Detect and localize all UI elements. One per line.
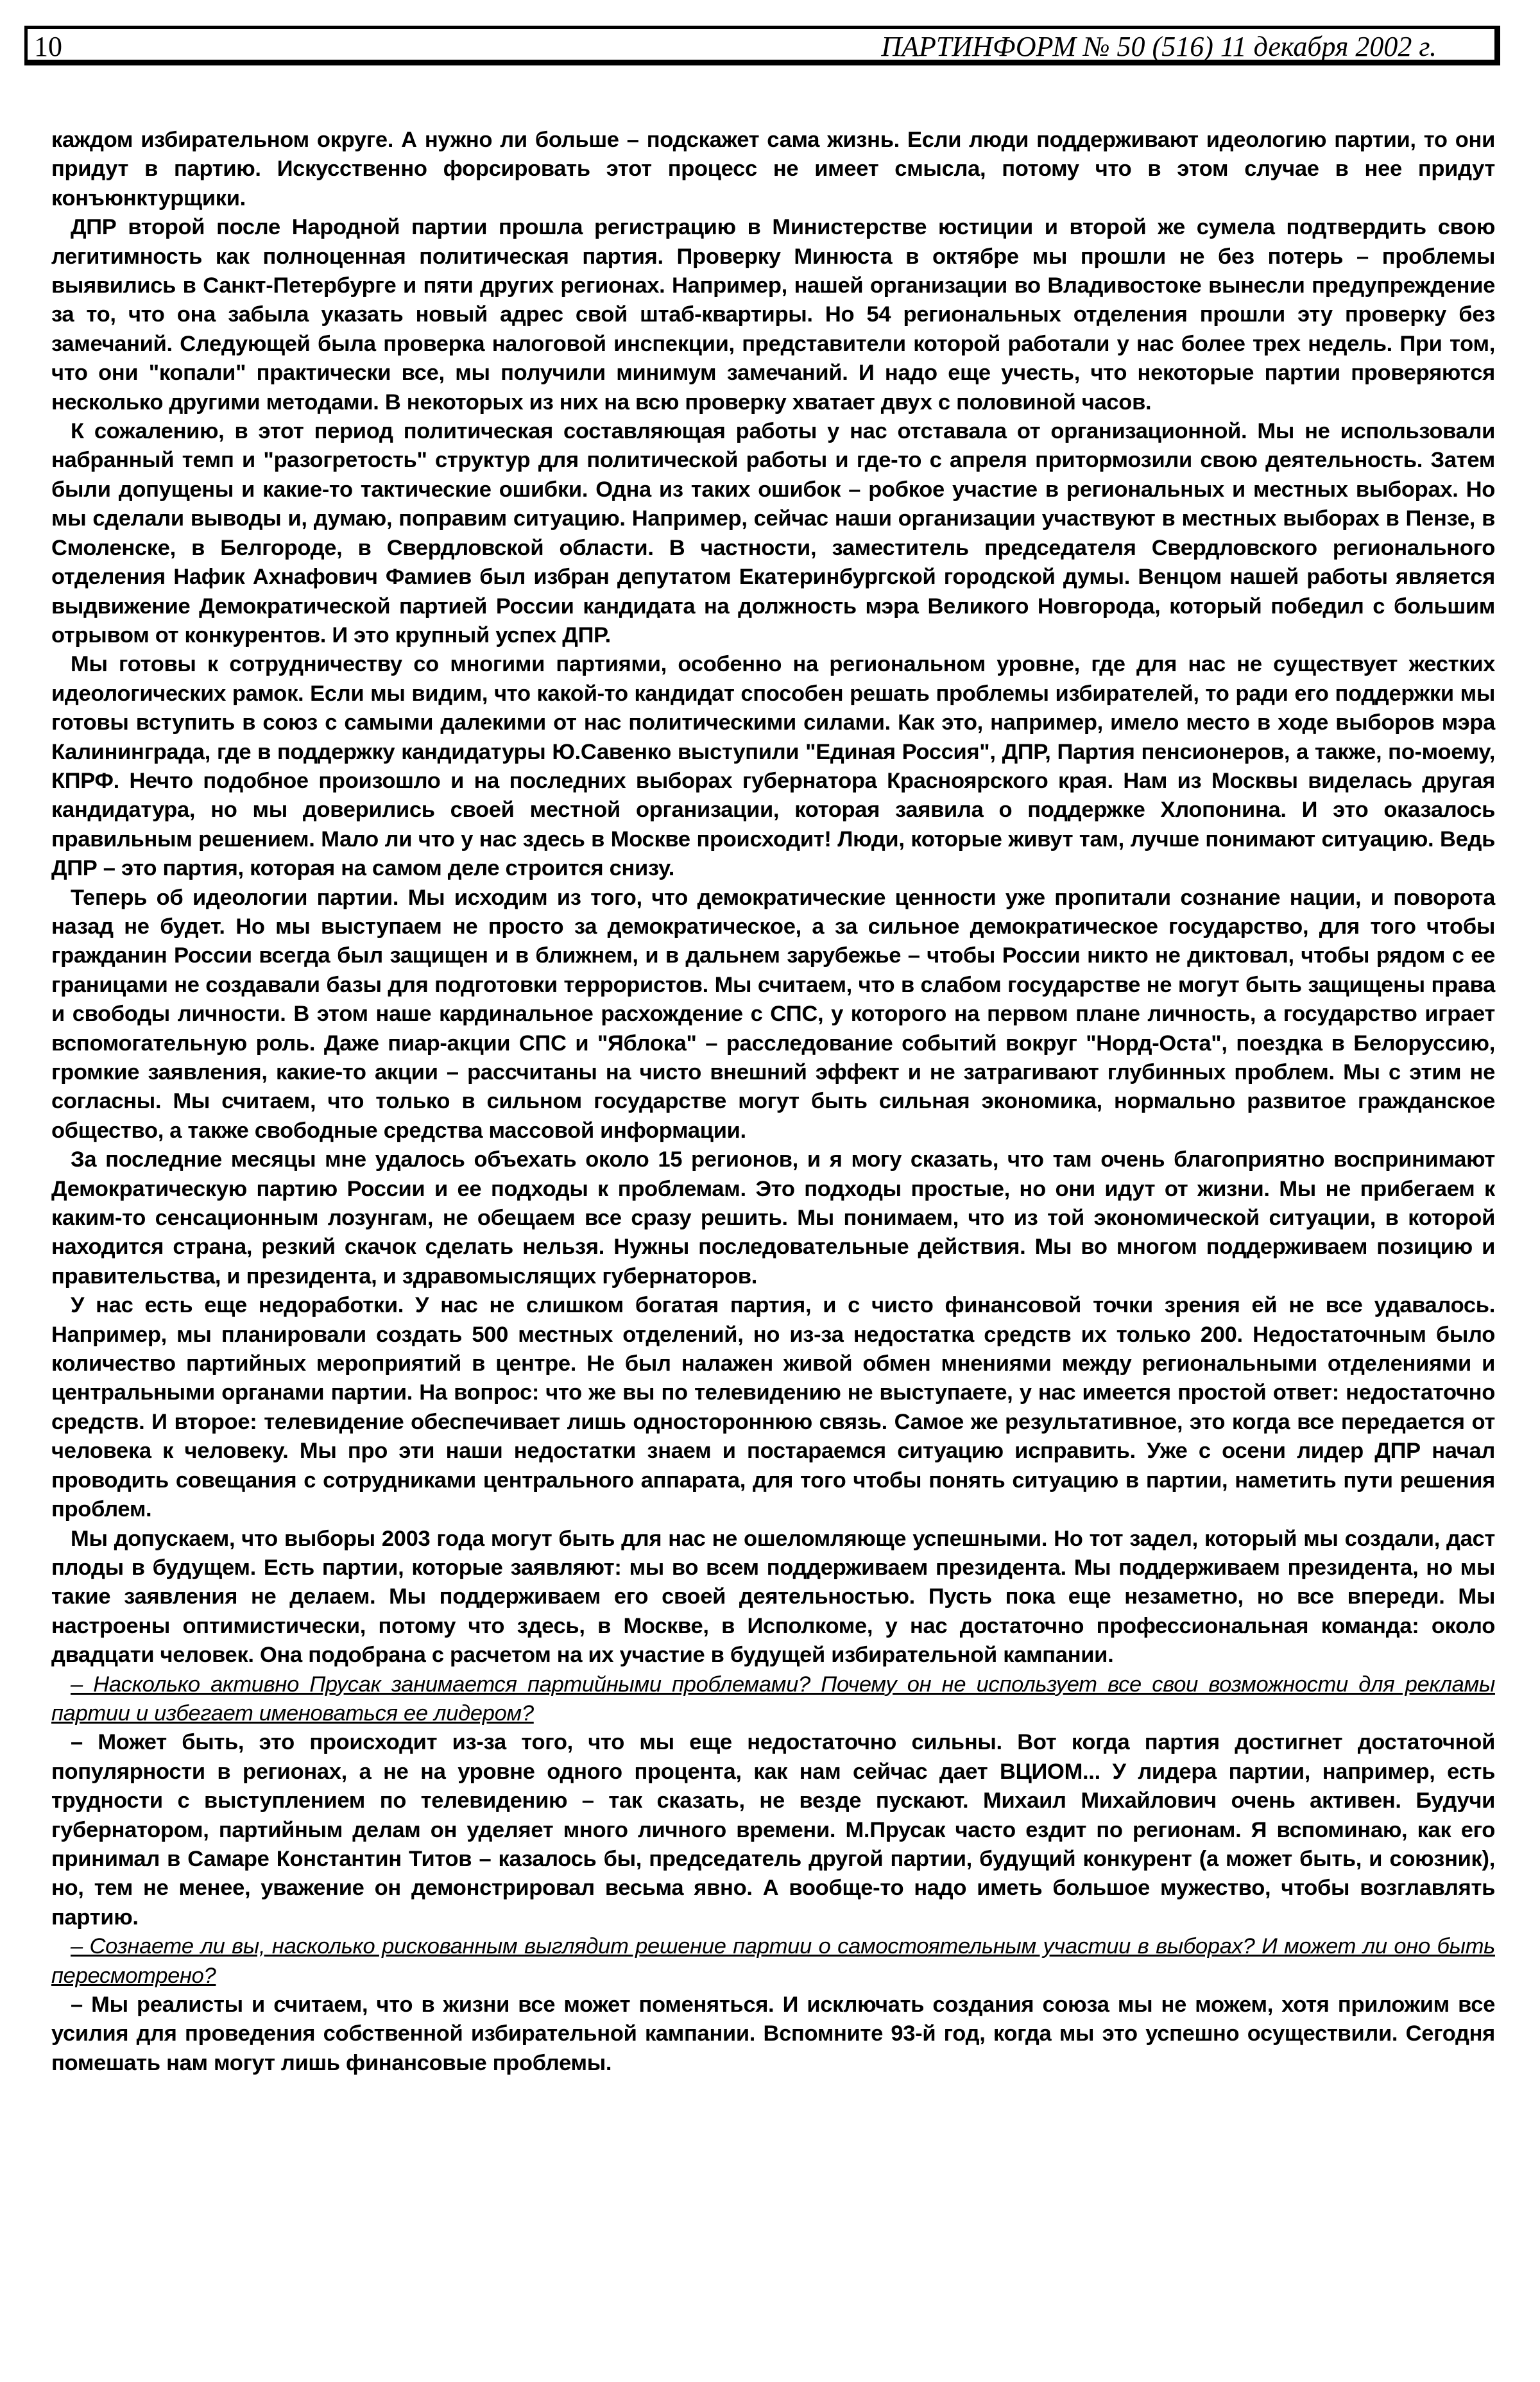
paragraph: У нас есть еще недоработки. У нас не слишком богатая партия, и с чисто финансовой точки зрения ей не все удавалось. Например, мы планировали создать 500 местных отделений, но из-за недостатка средств их только 200. Недостаточным было количество партийных мероприятий в центре. Не был налажен живой обмен мнениями между региональными отделениями и центральными органами партии. На вопрос: что же вы по телевидению не выступаете, у нас имеется простой ответ: недостаточно средств. И второе: телевидение обеспечивает лишь одностороннюю связь. Самое же результативное, это когда все передается от человека к человеку. Мы про эти наши недостатки знаем и постараемся ситуацию исправить. Уже с осени лидер ДПР начал проводить совещания с сотрудниками центрального аппарата, для того чтобы понять ситуацию в партии, наметить пути решения проблем. (51, 1293, 1495, 1522)
paragraph: Мы допускаем, что выборы 2003 года могут быть для нас не ошеломляюще успешными. Но тот задел, который мы создали, даст плоды в будущем. Есть партии, которые заявляют: мы во всем поддерживаем президента. Мы поддерживаем президента, но мы такие заявления не делаем. Мы поддерживаем его своей деятельностью. Пусть пока еще незаметно, но все впереди. Мы настроены оптимистически, потому что здесь, в Москве, в Исполкоме, у нас достаточно профессиональная команда: около двадцати человек. Она подобрана с расчетом на их участие в будущей избирательной кампании. (51, 1526, 1495, 1668)
interview-question: – Сознаете ли вы, насколько рискованным выглядит решение партии о самостоятельным участии в выборах? И может ли оно быть пересмотрено? (51, 1934, 1495, 1988)
page-number: 10 (34, 31, 62, 62)
page-header (24, 26, 1500, 65)
paragraph: К сожалению, в этот период политическая составляющая работы у нас отставала от организационной. Мы не использовали набранный темп и "разогретость" структур для политической работы и где-то с апреля притормозили свою деятельность. Затем были допущены и какие-то тактические ошибки. Одна из таких ошибок – робкое участие в региональных и местных выборах. Но мы сделали выводы и, думаю, поправим ситуацию. Например, сейчас наши организации участвуют в местных выборах в Пензе, в Смоленске, в Белгороде, в Свердловской области. В частности, заместитель председателя Свердловского регионального отделения Нафик Ахнафович Фамиев был избран депутатом Екатеринбургской городской думы. Венцом нашей работы является выдвижение Демократической партией России кандидата на должность мэра Великого Новгорода, который победил с большим отрывом от конкурентов. И это крупный успех ДПР. (51, 419, 1495, 647)
paragraph: За последние месяцы мне удалось объехать около 15 регионов, и я могу сказать, что там очень благоприятно воспринимают Демократическую партию России и ее подходы к проблемам. Это подходы простые, но они идут от жизни. Мы не прибегаем к каким-то сенсационным лозунгам, не обещаем все сразу решить. Мы понимаем, что из той экономической ситуации, в которой находится страна, резкий скачок сделать нельзя. Нужны последовательные действия. Мы во многом поддерживаем позицию и правительства, и президента, и здравомыслящих губернаторов. (51, 1147, 1495, 1289)
interview-question: – Насколько активно Прусак занимается партийными проблемами? Почему он не использует все свои возможности для рекламы партии и избегает именоваться ее лидером? (51, 1672, 1495, 1726)
article-body (51, 126, 1495, 2078)
issue-info: ПАРТИНФОРМ № 50 (516) 11 декабря 2002 г. (881, 31, 1437, 62)
paragraph: каждом избирательном округе. А нужно ли больше – подскажет сама жизнь. Если люди поддерживают идеологию партии, то они придут в партию. Искусственно форсировать этот процесс не имеет смысла, потому что в этом случае в нее придут конъюнктурщики. (51, 128, 1495, 210)
paragraph: – Мы реалисты и считаем, что в жизни все может поменяться. И исключать создания союза мы не можем, хотя приложим все усилия для проведения собственной избирательной кампании. Вспомните 93-й год, когда мы это успешно осуществили. Сегодня помешать нам могут лишь финансовые проблемы. (51, 1992, 1495, 2075)
paragraph: Теперь об идеологии партии. Мы исходим из того, что демократические ценности уже пропитали сознание нации, и поворота назад не будет. Но мы выступаем не просто за демократическое, а за сильное демократическое государство, для того чтобы гражданин России всегда был защищен и в ближнем, и в дальнем зарубежье – чтобы России никто не диктовал, чтобы рядом с ее границами не создавали базы для подготовки террористов. Мы считаем, что в слабом государстве не могут быть защищены права и свободы личности. В этом наше кардинальное расхождение с СПС, у которого на первом плане личность, а государство играет вспомогательную роль. Даже пиар-акции СПС и "Яблока" – расследование событий вокруг "Норд-Оста", поездка в Белоруссию, громкие заявления, какие-то акции – рассчитаны на чисто внешний эффект и не затрагивают глубинных проблем. Мы с этим не согласны. Мы считаем, что только в сильном государстве могут быть сильная экономика, нормально развитое гражданское общество, а также свободные средства массовой информации. (51, 885, 1495, 1143)
paragraph: Мы готовы к сотрудничеству со многими партиями, особенно на региональном уровне, где для нас не существует жестких идеологических рамок. Если мы видим, что какой-то кандидат способен решать проблемы избирателей, то ради его поддержки мы готовы вступить в союз с самыми далекими от нас политическими силами. Как это, например, имело место в ходе выборов мэра Калининграда, где в поддержку кандидатуры Ю.Савенко выступили "Единая Россия", ДПР, Партия пенсионеров, а также, по-моему, КПРФ. Нечто подобное произошло и на последних выборах губернатора Красноярского края. Нам из Москвы виделась другая кандидатура, но мы доверились своей местной организации, которая заявила о поддержке Хлопонина. И это оказалось правильным решением. Мало ли что у нас здесь в Москве происходит! Люди, которые живут там, лучше понимают ситуацию. Ведь ДПР – это партия, которая на самом деле строится снизу. (51, 652, 1495, 881)
paragraph: – Может быть, это происходит из-за того, что мы еще недостаточно сильны. Вот когда партия достигнет достаточной популярности в регионах, а не на уровне одного процента, как нам сейчас дает ВЦИОМ... У лидера партии, например, есть трудности с выступлением по телевидению – так сказать, не везде пускают. Михаил Михайлович очень активен. Будучи губернатором, партийным делам он уделяет много личного времени. М.Прусак часто ездит по регионам. Я вспоминаю, как его принимал в Самаре Константин Титов – казалось бы, председатель другой партии, будущий конкурент (а может быть, и союзник), но, тем не менее, уважение он демонстрировал весьма явно. А вообще-то надо иметь большое мужество, чтобы возглавлять партию. (51, 1730, 1495, 1930)
paragraph: ДПР второй после Народной партии прошла регистрацию в Министерстве юстиции и второй же сумела подтвердить свою легитимность как полноценная политическая партия. Проверку Минюста в октябре мы прошли не без потерь – проблемы выявились в Санкт-Петербурге и пяти других регионах. Например, нашей организации во Владивостоке вынесли предупреждение за то, что она забыла указать новый адрес свой штаб-квартиры. Но 54 региональных отделения прошли эту проверку без замечаний. Следующей была проверка налоговой инспекции, представители которой работали у нас более трех недель. При том, что они "копали" практически все, мы получили минимум замечаний. И надо еще учесть, что некоторые партии проверяются несколько другими методами. В некоторых из них на всю проверку хватает двух с половиной часов. (51, 215, 1495, 415)
